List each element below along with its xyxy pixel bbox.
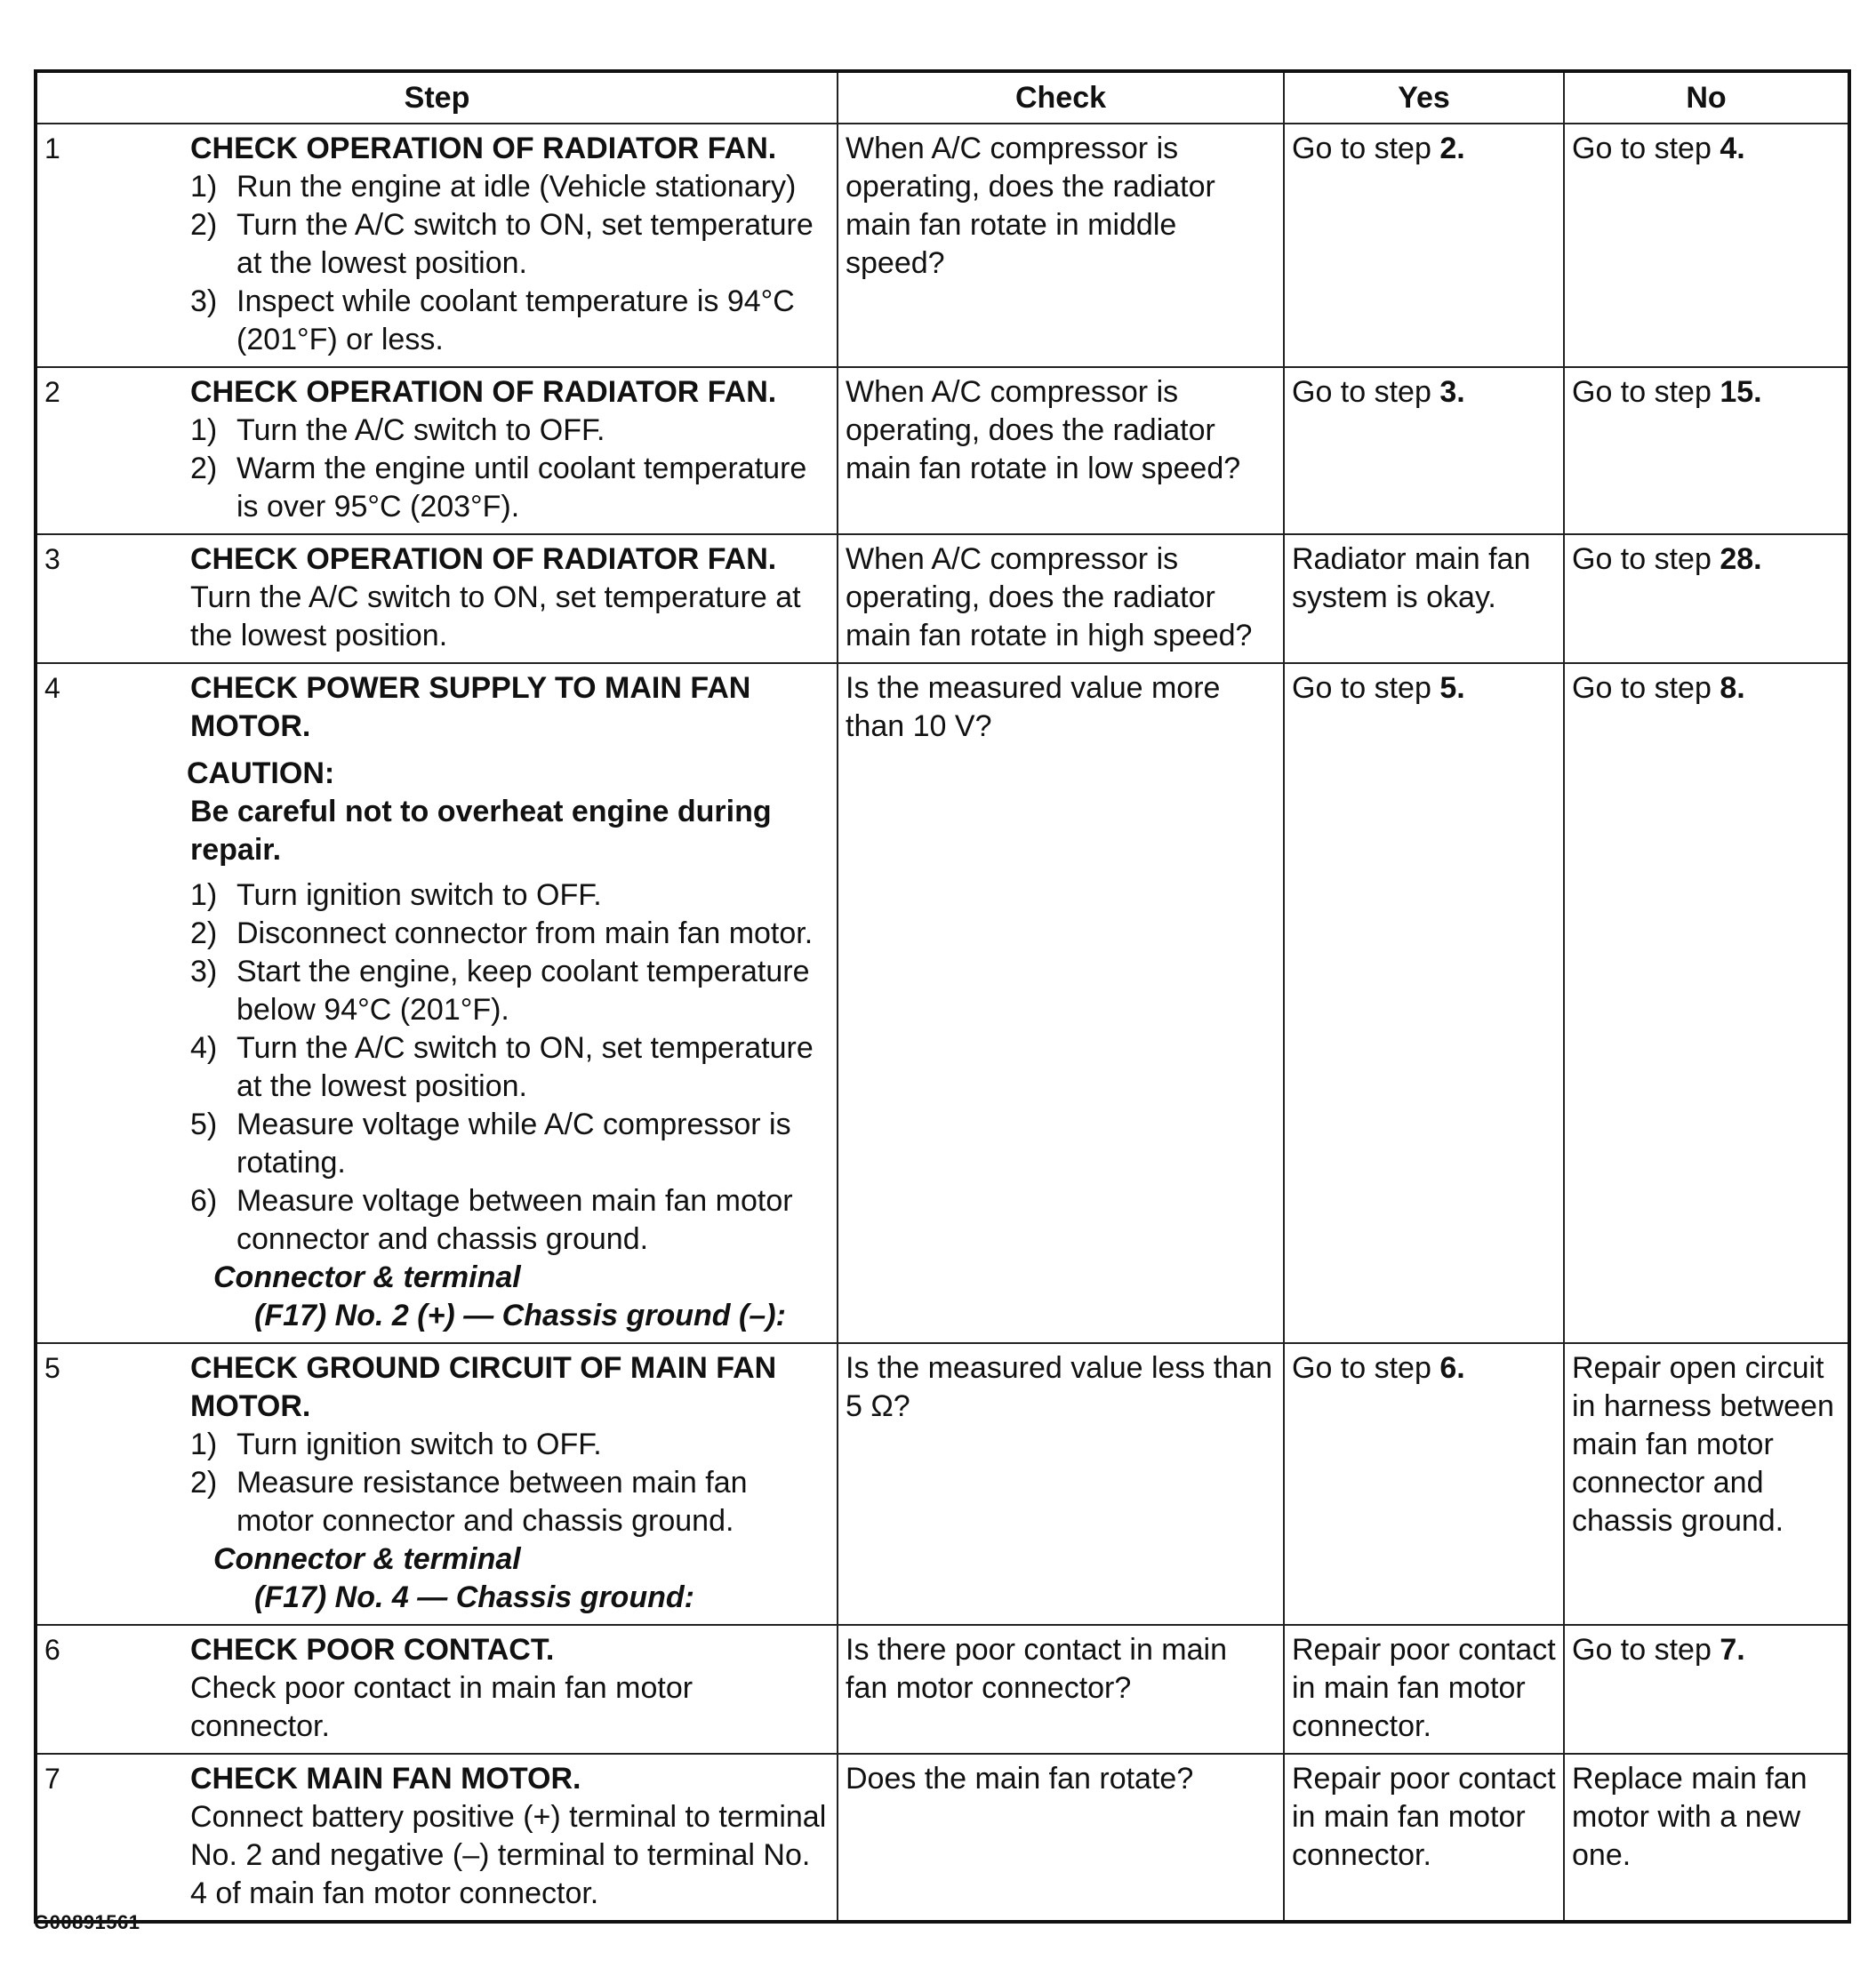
no-cell: Go to step 8. — [1564, 663, 1849, 1343]
list-item: 4) Turn the A/C switch to ON, set temperature at the lowest position. — [190, 1031, 814, 1103]
step-number: 2 — [44, 376, 60, 408]
table-row — [36, 367, 1849, 534]
no-cell: Replace main fan motor with a new one. — [1564, 1754, 1849, 1922]
step-instructions — [190, 168, 830, 359]
table-row — [36, 534, 1849, 663]
yes-cell: Go to step 5. — [1284, 663, 1564, 1343]
step-title: CHECK OPERATION OF RADIATOR FAN. — [190, 542, 777, 576]
list-item: 1) Run the engine at idle (Vehicle stationary) — [190, 170, 797, 204]
step-number: 4 — [44, 672, 60, 704]
list-item: 2) Disconnect connector from main fan motor. — [190, 916, 814, 950]
diagnostic-table — [34, 69, 1851, 1924]
list-item: 3) Start the engine, keep coolant temperature below 94°C (201°F). — [190, 955, 810, 1027]
check-cell: Is the measured value less than 5 Ω? — [838, 1343, 1284, 1625]
check-cell: Does the main fan rotate? — [838, 1754, 1284, 1922]
table-row — [36, 124, 1849, 367]
step-cell — [36, 1754, 838, 1922]
step-number: 1 — [44, 132, 60, 164]
connector-label: Connector & terminal — [213, 1542, 521, 1576]
list-item: 2) Measure resistance between main fan motor connector and chassis ground. — [190, 1466, 748, 1538]
step-cell — [36, 1343, 838, 1625]
header-no: No — [1564, 71, 1849, 124]
step-ref: 5. — [1439, 671, 1465, 705]
step-title: CHECK OPERATION OF RADIATOR FAN. — [190, 375, 777, 409]
list-item: 5) Measure voltage while A/C compressor is rotating. — [190, 1108, 791, 1180]
table-row — [36, 663, 1849, 1343]
figure-id: G00891561 — [34, 1911, 140, 1933]
step-ref: 6. — [1439, 1351, 1465, 1385]
list-item: 1) Turn the A/C switch to OFF. — [190, 413, 605, 447]
step-number: 3 — [44, 543, 60, 575]
step-cell — [36, 124, 838, 367]
connector-label: Connector & terminal — [213, 1260, 521, 1294]
connector-terminals: (F17) No. 2 (+) — Chassis ground (–): — [254, 1299, 786, 1332]
caution-text: Be careful not to overheat engine during repair. — [190, 795, 772, 867]
header-yes: Yes — [1284, 71, 1564, 124]
check-cell: When A/C compressor is operating, does the radiator main fan rotate in low speed? — [838, 367, 1284, 534]
check-cell: When A/C compressor is operating, does the radiator main fan rotate in high speed? — [838, 534, 1284, 663]
step-ref: 3. — [1439, 375, 1465, 409]
table-row — [36, 1625, 1849, 1754]
yes-cell: Radiator main fan system is okay. — [1284, 534, 1564, 663]
check-cell: Is the measured value more than 10 V? — [838, 663, 1284, 1343]
step-title: CHECK MAIN FAN MOTOR. — [190, 1762, 581, 1796]
list-item: 1) Turn ignition switch to OFF. — [190, 878, 602, 912]
step-ref: 28. — [1720, 542, 1762, 576]
step-ref: 4. — [1720, 132, 1745, 165]
connector-terminals: (F17) No. 4 — Chassis ground: — [254, 1580, 694, 1614]
table-row — [36, 1343, 1849, 1625]
step-cell — [36, 367, 838, 534]
step-cell — [36, 663, 838, 1343]
list-item: 2) Turn the A/C switch to ON, set temperature at the lowest position. — [190, 208, 814, 280]
step-ref: 7. — [1720, 1633, 1745, 1667]
no-cell: Go to step 4. — [1564, 124, 1849, 367]
yes-cell: Go to step 2. — [1284, 124, 1564, 367]
list-item: 3) Inspect while coolant temperature is 94°C (201°F) or less. — [190, 284, 795, 356]
check-cell: When A/C compressor is operating, does the radiator main fan rotate in middle speed? — [838, 124, 1284, 367]
step-description: Check poor contact in main fan motor connector. — [190, 1671, 693, 1743]
step-ref: 2. — [1439, 132, 1465, 165]
list-item: 1) Turn ignition switch to OFF. — [190, 1428, 602, 1461]
no-cell: Go to step 7. — [1564, 1625, 1849, 1754]
step-title: CHECK GROUND CIRCUIT OF MAIN FAN MOTOR. — [190, 1351, 777, 1423]
step-title: CHECK OPERATION OF RADIATOR FAN. — [190, 132, 777, 165]
step-cell — [36, 534, 838, 663]
list-item: 2) Warm the engine until coolant temperature is over 95°C (203°F). — [190, 452, 807, 524]
header-step: Step — [36, 71, 838, 124]
step-description: Turn the A/C switch to ON, set temperature at the lowest position. — [190, 580, 801, 652]
step-instructions — [190, 1426, 830, 1540]
caution-heading: CAUTION: — [187, 756, 335, 790]
yes-cell: Repair poor contact in main fan motor connector. — [1284, 1625, 1564, 1754]
step-number: 5 — [44, 1352, 60, 1384]
step-title: CHECK POWER SUPPLY TO MAIN FAN MOTOR. — [190, 671, 751, 743]
table-row — [36, 1754, 1849, 1922]
step-cell — [36, 1625, 838, 1754]
no-cell: Go to step 28. — [1564, 534, 1849, 663]
header-check: Check — [838, 71, 1284, 124]
list-item: 6) Measure voltage between main fan motor connector and chassis ground. — [190, 1184, 793, 1256]
no-cell: Repair open circuit in harness between main fan motor connector and chassis ground. — [1564, 1343, 1849, 1625]
step-ref: 15. — [1720, 375, 1762, 409]
step-description: Connect battery positive (+) terminal to terminal No. 2 and negative (–) terminal to terminal No. 4 of main fan motor connector. — [190, 1800, 827, 1910]
step-number: 7 — [44, 1763, 60, 1795]
yes-cell: Go to step 6. — [1284, 1343, 1564, 1625]
step-title: CHECK POOR CONTACT. — [190, 1633, 555, 1667]
step-instructions — [190, 412, 830, 526]
no-cell: Go to step 15. — [1564, 367, 1849, 534]
check-cell: Is there poor contact in main fan motor connector? — [838, 1625, 1284, 1754]
step-ref: 8. — [1720, 671, 1745, 705]
step-instructions — [190, 876, 830, 1259]
step-number: 6 — [44, 1634, 60, 1666]
header-row — [36, 71, 1849, 124]
yes-cell: Go to step 3. — [1284, 367, 1564, 534]
yes-cell: Repair poor contact in main fan motor connector. — [1284, 1754, 1564, 1922]
